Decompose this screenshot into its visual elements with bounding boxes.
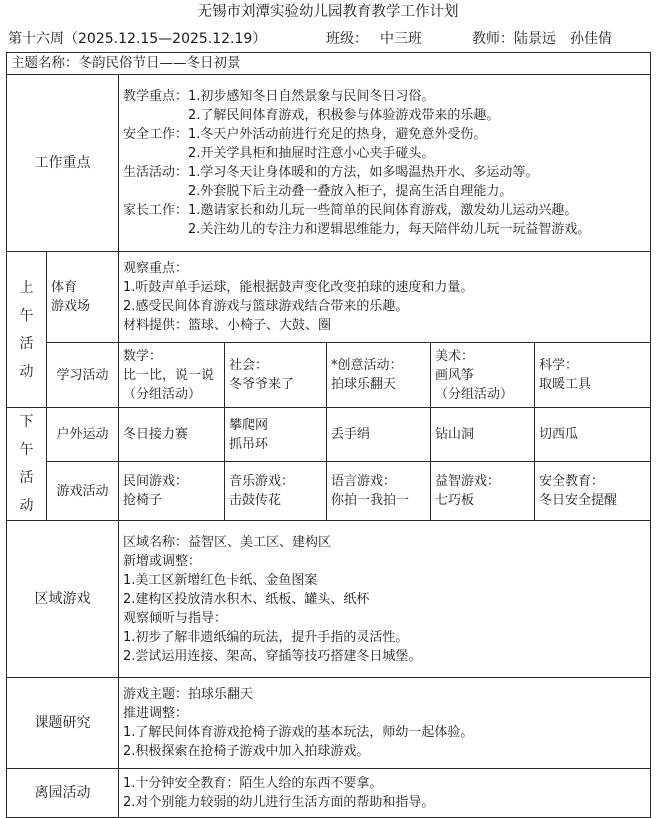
- study-label: 学习活动: [47, 343, 119, 408]
- plan-info-row: [8, 30, 650, 48]
- outdoor-row: [7, 408, 651, 462]
- teacher-value: 陆景远 孙佳倩: [514, 31, 612, 47]
- study-cell-science: 科学： 取暖工具: [535, 343, 651, 408]
- outdoor-cell: 切西瓜: [535, 408, 651, 462]
- work-focus-line: 生活活动：1.学习冬天让身体暖和的方法，如多喝温热开水、多运动等。: [123, 165, 539, 180]
- plan-table: [6, 52, 651, 818]
- outdoor-cell: 丢手绢: [327, 408, 431, 462]
- outdoor-cell: 钻山洞: [431, 408, 535, 462]
- topic-name: 主题名称：冬韵民俗节日——冬日初景: [7, 53, 651, 75]
- class-label: 班级：: [326, 31, 368, 47]
- game-cell: 安全教育： 冬日安全提醒: [535, 462, 651, 521]
- area-games-content: 区域名称：益智区、美工区、建构区 新增或调整： 1.美工区新增红色卡纸、金鱼图案 2.建构区投放清水积木、纸板、罐头、纸杯 观察倾听与指导： 1.初步了解非遗纸编的玩法，提升手指的灵活性。 2.尝试运用连接、架高、穿插等技巧搭建冬日城堡。: [119, 521, 651, 678]
- outdoor-cell: 攀爬网 抓吊环: [225, 408, 327, 462]
- study-cell-art: 美术： 画风筝 （分组活动）: [431, 343, 535, 408]
- week-range: 第十六周（2025.12.15—2025.12.19）: [8, 31, 267, 47]
- outdoor-cell: 冬日接力赛: [119, 408, 225, 462]
- game-label: 游戏活动: [47, 462, 119, 521]
- morning-label: 上 午 活 动: [7, 252, 47, 408]
- work-focus-row: [7, 75, 651, 252]
- work-focus-label: 工作重点: [7, 75, 119, 252]
- game-cell: 益智游戏： 七巧板: [431, 462, 535, 521]
- plan-title: 无锡市刘潭实验幼儿园教育教学工作计划: [197, 4, 459, 20]
- afternoon-label: 下 午 活 动: [7, 408, 47, 521]
- game-cell: 语言游戏： 你拍一我拍一: [327, 462, 431, 521]
- teacher-label: 教师：: [472, 31, 514, 47]
- area-games-row: [7, 521, 651, 678]
- game-row: [7, 462, 651, 521]
- work-focus-content: [119, 75, 651, 252]
- work-focus-line: 2.关注幼儿的专注力和逻辑思维能力，每天陪伴幼儿玩一玩益智游戏。: [188, 222, 591, 237]
- work-focus-line: 2.开关学具柜和抽屉时注意小心夹手碰头。: [188, 146, 435, 161]
- class-value: 中三班: [380, 31, 422, 47]
- leaving-content: 1.十分钟安全教育：陌生人给的东西不要拿。 2.对个别能力较弱的幼儿进行生活方面的帮助和指导。: [119, 769, 651, 818]
- research-content: 游戏主题：拍球乐翻天 推进调整： 1.了解民间体育游戏抢椅子游戏的基本玩法，师幼一起体验。 2.积极探索在抢椅子游戏中加入拍球游戏。: [119, 678, 651, 769]
- sports-content: 观察重点： 1.听鼓声单手运球，能根据鼓声变化改变拍球的速度和力量。 2.感受民间体育游戏与篮球游戏结合带来的乐趣。 材料提供：篮球、小椅子、大鼓、圈: [119, 252, 651, 343]
- leaving-label: 离园活动: [7, 769, 119, 818]
- morning-sports-row: [7, 252, 651, 343]
- outdoor-label: 户外运动: [47, 408, 119, 462]
- research-label: 课题研究: [7, 678, 119, 769]
- work-focus-line: 安全工作：1.冬天户外活动前进行充足的热身，避免意外受伤。: [123, 127, 487, 142]
- research-row: [7, 678, 651, 769]
- work-focus-line: 教学重点：1.初步感知冬日自然景象与民间冬日习俗。: [123, 89, 435, 104]
- sports-label: 体育 游戏场: [47, 252, 119, 343]
- work-focus-line: 家长工作：1.邀请家长和幼儿玩一些简单的民间体育游戏，激发幼儿运动兴趣。: [123, 203, 578, 218]
- work-focus-line: 2.了解民间体育游戏，积极参与体验游戏带来的乐趣。: [188, 108, 500, 123]
- work-focus-line: 2.外套脱下后主动叠一叠放入柜子，提高生活自理能力。: [188, 184, 513, 199]
- area-games-label: 区域游戏: [7, 521, 119, 678]
- study-row: [7, 343, 651, 408]
- study-cell-social: 社会： 冬爷爷来了: [225, 343, 327, 408]
- study-cell-math: 数学： 比一比，说一说 （分组活动）: [119, 343, 225, 408]
- leaving-row: [7, 769, 651, 818]
- game-cell: 民间游戏： 抢椅子: [119, 462, 225, 521]
- game-cell: 音乐游戏： 击鼓传花: [225, 462, 327, 521]
- study-cell-creative: *创意活动： 拍球乐翻天: [327, 343, 431, 408]
